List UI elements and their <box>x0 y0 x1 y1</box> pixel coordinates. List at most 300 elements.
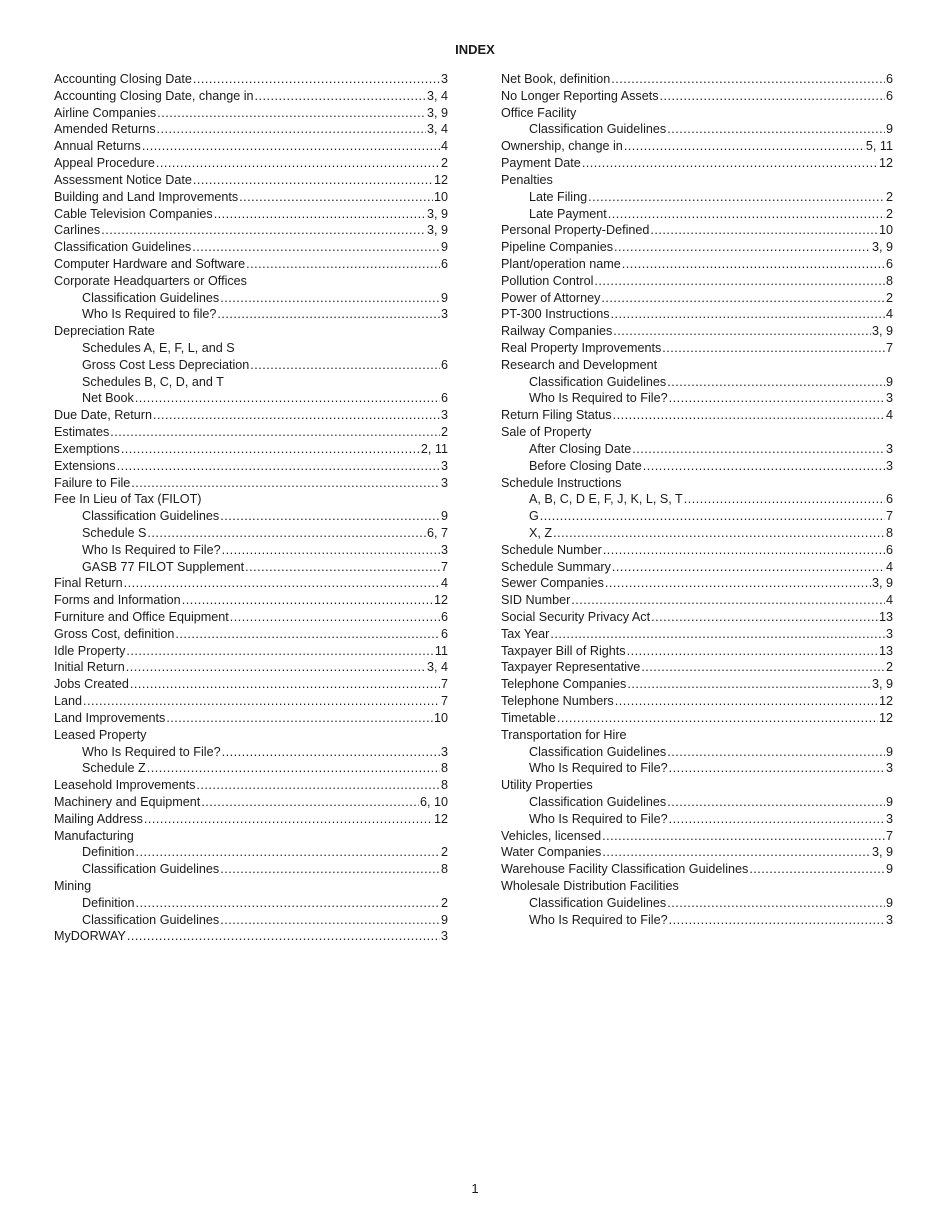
index-entry-label: Appeal Procedure <box>54 156 155 171</box>
dot-leader <box>131 475 440 492</box>
index-entry-page: 13 <box>878 610 893 624</box>
index-entry-page: 10 <box>878 223 893 238</box>
index-entry-page: 12 <box>878 156 893 171</box>
index-entry-label: Initial Return <box>54 660 125 675</box>
dot-leader <box>667 744 885 761</box>
index-entry-label: Exemptions <box>54 441 120 456</box>
index-entry-label: Classification Guidelines <box>529 794 667 809</box>
index-entry-page: 7 <box>440 559 448 574</box>
index-entry-label: Taxpayer Representative <box>501 660 641 675</box>
index-entry <box>501 206 893 223</box>
index-entry-label: Telephone Numbers <box>501 694 614 709</box>
index-entry-page: 13 <box>878 643 893 658</box>
index-entry <box>54 844 448 861</box>
dot-leader <box>201 794 419 811</box>
index-entry-label: Taxpayer Bill of Rights <box>501 643 626 658</box>
index-entry <box>54 744 448 761</box>
index-entry <box>54 390 448 407</box>
index-entry-label: Wholesale Distribution Facilities <box>501 879 679 893</box>
index-entry <box>501 659 893 676</box>
dot-leader <box>193 71 440 88</box>
index-entry-label: Late Filing <box>529 189 588 204</box>
index-entry-label: Timetable <box>501 710 556 725</box>
index-entry-label: Estimates <box>54 425 110 440</box>
index-entry-page: 12 <box>433 593 448 608</box>
index-entry-label: Return Filing Status <box>501 408 612 423</box>
index-entry-page: 9 <box>440 509 448 524</box>
index-entry-page: 2 <box>440 425 448 440</box>
index-entry-page: 3, 9 <box>426 206 448 221</box>
index-entry <box>501 626 893 643</box>
index-entry-page: 6 <box>885 492 893 507</box>
index-entry-page: 6 <box>440 357 448 372</box>
dot-leader <box>127 928 440 945</box>
index-entry-page: 3 <box>885 811 893 826</box>
index-entry-label: Social Security Privacy Act <box>501 610 651 624</box>
dot-leader <box>613 323 871 340</box>
index-entry <box>501 912 893 929</box>
dot-leader <box>136 895 440 912</box>
index-entry-page: 2 <box>885 290 893 305</box>
index-entry-page: 3 <box>885 761 893 776</box>
index-entry-label: Mailing Address <box>54 811 143 826</box>
index-entry <box>501 760 893 777</box>
index-entry <box>54 508 448 525</box>
dot-leader <box>667 895 885 912</box>
index-entry <box>501 777 893 794</box>
index-entry-page: 10 <box>433 710 448 725</box>
dot-leader <box>669 390 885 407</box>
dot-leader <box>126 659 426 676</box>
index-entry-page: 7 <box>885 509 893 524</box>
index-entry-label: Forms and Information <box>54 593 181 608</box>
dot-leader <box>627 676 871 693</box>
dot-leader <box>611 306 885 323</box>
index-entry-label: Land Improvements <box>54 710 166 725</box>
index-entry-label: Schedule Number <box>501 542 602 557</box>
index-entry <box>54 659 448 676</box>
index-entry <box>54 777 448 794</box>
index-entry-page: 6 <box>885 88 893 103</box>
dot-leader <box>613 407 885 424</box>
index-entry <box>501 508 893 525</box>
index-entry <box>501 256 893 273</box>
index-entry <box>501 273 893 290</box>
index-entry-page: 4 <box>885 408 893 423</box>
index-entry-page: 11 <box>434 643 448 658</box>
index-entry <box>501 727 893 744</box>
index-entry-label: Net Book, definition <box>501 72 611 86</box>
index-entry-page: 3 <box>885 441 893 456</box>
index-entry <box>54 475 448 492</box>
index-entry-label: Jobs Created <box>54 677 129 692</box>
index-entry <box>54 710 448 727</box>
index-entry-label: Classification Guidelines <box>54 240 192 255</box>
index-entry-label: Sewer Companies <box>501 576 604 591</box>
index-entry-label: Machinery and Equipment <box>54 794 201 809</box>
dot-leader <box>540 508 885 525</box>
index-entry <box>54 676 448 693</box>
index-entry-label: Fee In Lieu of Tax (FILOT) <box>54 492 202 507</box>
index-entry-label: Airline Companies <box>54 105 157 120</box>
index-entry-label: Furniture and Office Equipment <box>54 610 229 624</box>
index-entry-page: 6 <box>885 72 893 86</box>
index-entry <box>54 861 448 878</box>
dot-leader <box>614 239 871 256</box>
index-entry <box>54 609 448 626</box>
index-entry <box>54 727 448 744</box>
dot-leader <box>126 643 434 660</box>
dot-leader <box>230 609 440 626</box>
index-entry <box>54 878 448 895</box>
index-entry-label: Failure to File <box>54 475 131 490</box>
index-entry-label: Pollution Control <box>501 273 594 288</box>
index-entry-label: Personal Property-Defined <box>501 223 650 238</box>
index-entry-label: Office Facility <box>501 105 577 120</box>
index-entry-label: Utility Properties <box>501 778 593 793</box>
dot-leader <box>553 525 885 542</box>
dot-leader <box>239 189 433 206</box>
index-entry-page: 9 <box>440 240 448 255</box>
index-entry-page: 6 <box>440 610 448 624</box>
index-entry-page: 9 <box>440 912 448 927</box>
index-entry-page: 3, 9 <box>871 324 893 339</box>
index-entry-label: Plant/operation name <box>501 256 621 271</box>
index-entry-page: 8 <box>440 862 448 877</box>
dot-leader <box>175 626 440 643</box>
index-entry <box>501 609 893 626</box>
index-entry-label: GASB 77 FILOT Supplement <box>82 559 245 574</box>
index-entry <box>54 912 448 929</box>
index-entry-label: Corporate Headquarters or Offices <box>54 273 247 288</box>
dot-leader <box>557 710 878 727</box>
index-entry <box>501 861 893 878</box>
index-entry <box>54 71 448 88</box>
index-entry-page: 4 <box>885 307 893 322</box>
dot-leader <box>660 88 885 105</box>
index-entry <box>501 306 893 323</box>
index-entry <box>501 155 893 172</box>
index-entry-label: G <box>529 509 539 524</box>
dot-leader <box>605 575 871 592</box>
index-entry-label: Carlines <box>54 223 101 238</box>
dot-leader <box>632 441 885 458</box>
index-entry-label: Who Is Required to File? <box>529 761 668 776</box>
index-entry-label: Sale of Property <box>501 425 592 440</box>
index-entry <box>54 138 448 155</box>
index-entry-label: Gross Cost Less Depreciation <box>82 357 250 372</box>
index-entry-label: Who Is Required to File? <box>82 542 221 557</box>
index-entry-label: Schedule Z <box>82 761 146 776</box>
index-entry-page: 3, 4 <box>426 122 448 137</box>
dot-leader <box>550 626 885 643</box>
index-entry-label: Net Book <box>82 391 134 406</box>
index-entry-page: 7 <box>440 677 448 692</box>
index-entry-page: 6 <box>440 391 448 406</box>
index-entry <box>54 357 448 374</box>
index-entry-label: Accounting Closing Date, change in <box>54 88 254 103</box>
dot-leader <box>142 138 440 155</box>
index-entry-label: Classification Guidelines <box>529 744 667 759</box>
index-entry-label: Due Date, Return <box>54 408 153 423</box>
dot-leader <box>182 592 433 609</box>
index-entry <box>54 441 448 458</box>
index-entry <box>501 895 893 912</box>
index-entry <box>54 155 448 172</box>
dot-leader <box>602 828 885 845</box>
index-entry <box>501 542 893 559</box>
dot-leader <box>217 306 440 323</box>
index-entry <box>501 744 893 761</box>
dot-leader <box>571 592 885 609</box>
index-entry-label: Tax Year <box>501 626 550 641</box>
index-entry <box>501 676 893 693</box>
dot-leader <box>651 609 878 626</box>
dot-leader <box>608 206 885 223</box>
index-entry-label: Mining <box>54 879 92 893</box>
index-entry <box>54 458 448 475</box>
index-entry <box>54 592 448 609</box>
index-entry <box>54 273 448 290</box>
index-entry-label: Accounting Closing Date <box>54 72 192 86</box>
dot-leader <box>220 912 440 929</box>
index-entry-page: 3 <box>440 458 448 473</box>
index-entry <box>501 138 893 155</box>
index-entry <box>501 693 893 710</box>
index-entry-page: 9 <box>885 122 893 137</box>
index-entry-label: X, Z <box>529 525 553 540</box>
index-entry-page: 8 <box>440 761 448 776</box>
index-entry-label: Water Companies <box>501 845 602 860</box>
index-entry-page: 4 <box>440 576 448 591</box>
index-entry-page: 3 <box>440 475 448 490</box>
dot-leader <box>147 525 426 542</box>
index-entry-page: 5, 11 <box>865 139 893 154</box>
index-entry-label: Warehouse Facility Classification Guidelines <box>501 862 749 877</box>
index-entry <box>501 374 893 391</box>
index-entry-label: Real Property Improvements <box>501 341 662 355</box>
index-entry-page: 3, 9 <box>871 576 893 591</box>
index-entry <box>501 71 893 88</box>
index-entry-page: 2 <box>440 156 448 171</box>
index-entry-page: 6 <box>885 256 893 271</box>
index-entry-label: Classification Guidelines <box>82 290 220 305</box>
index-entry-label: Railway Companies <box>501 324 613 339</box>
index-entry <box>54 105 448 122</box>
index-entry-label: Gross Cost, definition <box>54 626 175 641</box>
index-entry-page: 12 <box>433 811 448 826</box>
dot-leader <box>136 844 440 861</box>
index-entry-page: 9 <box>885 895 893 910</box>
dot-leader <box>669 760 885 777</box>
dot-leader <box>667 794 885 811</box>
index-entry-label: Ownership, change in <box>501 139 623 154</box>
dot-leader <box>643 458 885 475</box>
dot-leader <box>124 575 440 592</box>
index-entry-page: 3, 9 <box>871 240 893 255</box>
index-entry-label: Pipeline Companies <box>501 240 614 255</box>
index-entry <box>54 222 448 239</box>
index-entry-page: 9 <box>885 744 893 759</box>
index-entry-page: 2 <box>885 206 893 221</box>
dot-leader <box>255 88 426 105</box>
index-entry-label: No Longer Reporting Assets <box>501 88 659 103</box>
index-entry-page: 2, 11 <box>420 441 448 456</box>
index-entry-label: After Closing Date <box>529 441 632 456</box>
index-entry-page: 6 <box>440 256 448 271</box>
index-entry-label: Who Is Required to File? <box>529 811 668 826</box>
index-entry <box>54 575 448 592</box>
index-entry <box>54 559 448 576</box>
index-entry <box>501 88 893 105</box>
dot-leader <box>684 491 885 508</box>
index-entry-page: 10 <box>433 189 448 204</box>
index-entry-label: Cable Television Companies <box>54 206 213 221</box>
index-entry <box>54 121 448 138</box>
index-entry <box>501 239 893 256</box>
dot-leader <box>192 239 440 256</box>
index-entry <box>54 340 448 357</box>
index-entry-page: 9 <box>885 862 893 877</box>
dot-leader <box>594 273 885 290</box>
dot-leader <box>156 155 440 172</box>
dot-leader <box>624 138 865 155</box>
index-entry-label: Transportation for Hire <box>501 727 627 742</box>
index-entry-page: 12 <box>878 694 893 709</box>
page-number: 1 <box>471 1181 479 1196</box>
index-entry-page: 4 <box>440 139 448 154</box>
dot-leader <box>611 71 885 88</box>
index-entry <box>54 290 448 307</box>
index-entry-label: Classification Guidelines <box>529 374 667 389</box>
index-entry-label: Who Is Required to file? <box>82 307 217 322</box>
index-entry <box>501 794 893 811</box>
index-entry <box>501 407 893 424</box>
index-entry-page: 3 <box>440 929 448 944</box>
index-entry <box>54 407 448 424</box>
index-entry-label: Schedules B, C, D, and T <box>82 374 224 389</box>
index-entry-page: 9 <box>885 794 893 809</box>
dot-leader <box>222 744 440 761</box>
dot-leader <box>144 811 433 828</box>
dot-leader <box>166 710 433 727</box>
index-entry-page: 6 <box>440 626 448 641</box>
dot-leader <box>110 424 440 441</box>
index-entry-page: 8 <box>440 778 448 793</box>
index-entry <box>501 458 893 475</box>
dot-leader <box>602 844 871 861</box>
index-entry-label: Definition <box>82 895 135 910</box>
index-entry-page: 3 <box>885 626 893 641</box>
index-entry <box>501 390 893 407</box>
index-entry <box>54 323 448 340</box>
dot-leader <box>220 508 440 525</box>
index-entry <box>501 828 893 845</box>
index-entry-page: 8 <box>885 525 893 540</box>
index-entry-page: 7 <box>885 828 893 843</box>
dot-leader <box>220 290 440 307</box>
index-entry-label: Who Is Required to File? <box>82 744 221 759</box>
index-entry-page: 7 <box>885 341 893 355</box>
dot-leader <box>246 256 440 273</box>
dot-leader <box>83 693 440 710</box>
index-entry <box>501 811 893 828</box>
index-entry <box>501 121 893 138</box>
dot-leader <box>153 407 440 424</box>
index-column-left <box>54 71 448 945</box>
index-entry-page: 2 <box>440 895 448 910</box>
dot-leader <box>250 357 440 374</box>
index-entry-page: 3 <box>440 744 448 759</box>
index-entry <box>54 424 448 441</box>
dot-leader <box>641 659 885 676</box>
index-entry-page: 3 <box>440 542 448 557</box>
index-entry-label: Vehicles, licensed <box>501 828 602 843</box>
dot-leader <box>749 861 885 878</box>
index-entry-label: Who Is Required to File? <box>529 912 668 927</box>
dot-leader <box>222 542 440 559</box>
index-entry-page: 4 <box>885 593 893 608</box>
index-entry-page: 7 <box>440 694 448 709</box>
index-entry-label: Final Return <box>54 576 123 591</box>
dot-leader <box>193 172 433 189</box>
index-entry <box>501 643 893 660</box>
dot-leader <box>662 340 885 357</box>
dot-leader <box>121 441 420 458</box>
index-entry <box>54 256 448 273</box>
index-entry-label: A, B, C, D E, F, J, K, L, S, T <box>529 492 683 507</box>
index-entry-page: 3 <box>885 391 893 406</box>
index-entry <box>501 340 893 357</box>
index-entry-page: 6 <box>885 542 893 557</box>
index-entry-page: 6, 10 <box>419 794 448 809</box>
index-entry <box>501 475 893 492</box>
index-entry-label: Depreciation Rate <box>54 324 155 339</box>
index-entry-label: Assessment Notice Date <box>54 172 192 187</box>
index-entry <box>501 105 893 122</box>
index-entry <box>501 424 893 441</box>
index-entry-page: 9 <box>885 374 893 389</box>
index-entry <box>54 895 448 912</box>
dot-leader <box>667 121 885 138</box>
index-entry-page: 3 <box>885 912 893 927</box>
index-entry <box>501 878 893 895</box>
index-entry-label: Classification Guidelines <box>82 509 220 524</box>
index-entry <box>54 88 448 105</box>
index-entry <box>501 592 893 609</box>
index-entry-page: 3 <box>440 408 448 423</box>
index-column-right <box>501 71 893 928</box>
dot-leader <box>101 222 426 239</box>
index-entry-label: Power of Attorney <box>501 290 601 305</box>
index-entry-page: 4 <box>885 559 893 574</box>
index-entry-page: 3 <box>885 458 893 473</box>
dot-leader <box>157 105 426 122</box>
index-entry <box>501 357 893 374</box>
dot-leader <box>669 811 885 828</box>
dot-leader <box>220 861 440 878</box>
index-entry <box>54 172 448 189</box>
index-entry <box>54 626 448 643</box>
index-entry-page: 3, 9 <box>871 677 893 692</box>
dot-leader <box>135 390 440 407</box>
dot-leader <box>130 676 440 693</box>
dot-leader <box>601 290 885 307</box>
index-entry <box>54 525 448 542</box>
index-entry-page: 2 <box>885 660 893 675</box>
index-entry-label: Schedules A, E, F, L, and S <box>82 341 235 355</box>
index-entry <box>54 491 448 508</box>
